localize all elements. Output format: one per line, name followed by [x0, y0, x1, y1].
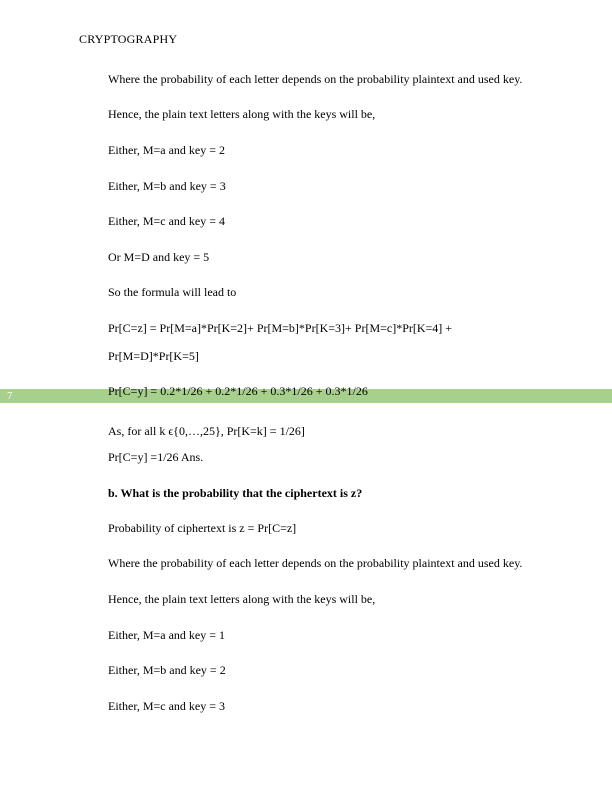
paragraph-line: Where the probability of each letter depends on the probability plaintext and used key. — [108, 72, 523, 86]
paragraph-line: Either, M=c and key = 4 — [108, 214, 226, 228]
paragraph-line: Hence, the plain text letters along with the keys will be, — [108, 107, 376, 121]
paragraph-line: Or M=D and key = 5 — [108, 250, 210, 264]
paragraph-line: Either, M=b and key = 2 — [108, 663, 226, 677]
formula-line: Pr[M=D]*Pr[K=5] — [108, 349, 199, 363]
paragraph-line: Probability of ciphertext is z = Pr[C=z] — [108, 521, 297, 535]
paragraph-line: Either, M=c and key = 3 — [108, 699, 226, 713]
paragraph-line: Either, M=b and key = 3 — [108, 179, 226, 193]
paragraph-line: As, for all k ϵ{0,…,25}, Pr[K=k] = 1/26] — [108, 424, 305, 438]
paragraph-line: Where the probability of each letter depends on the probability plaintext and used key. — [108, 556, 523, 570]
paragraph-line: Either, M=a and key = 2 — [108, 143, 226, 157]
page-number: 7 — [7, 390, 13, 402]
running-header: CRYPTOGRAPHY — [79, 32, 178, 46]
answer-line: Pr[C=y] =1/26 Ans. — [108, 450, 204, 464]
paragraph-line: Hence, the plain text letters along with the keys will be, — [108, 592, 376, 606]
paragraph-line: Either, M=a and key = 1 — [108, 628, 226, 642]
paragraph-line: So the formula will lead to — [108, 285, 237, 299]
formula-line: Pr[C=z] = Pr[M=a]*Pr[K=2]+ Pr[M=b]*Pr[K=3]+ Pr[M=c]*Pr[K=4] + — [108, 321, 453, 335]
question-heading: b. What is the probability that the ciphertext is z? — [108, 486, 363, 500]
formula-line: Pr[C=y] = 0.2*1/26 + 0.2*1/26 + 0.3*1/26 + 0.3*1/26 — [108, 384, 368, 398]
